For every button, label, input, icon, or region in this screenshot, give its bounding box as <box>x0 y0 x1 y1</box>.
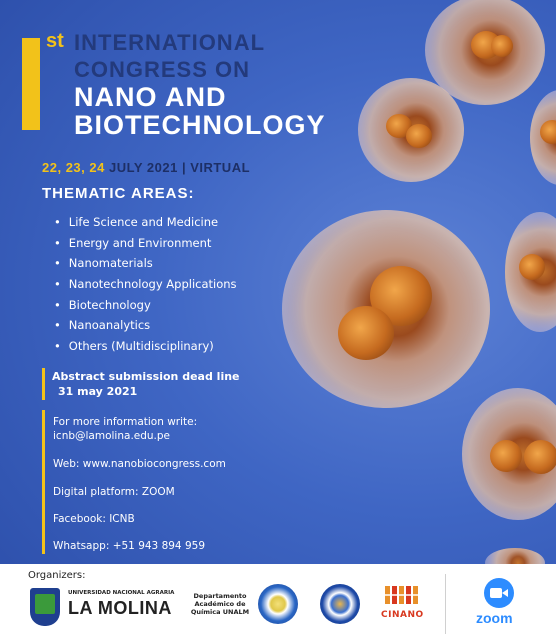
deadline-bar <box>42 368 45 400</box>
info-bar <box>42 410 45 554</box>
thematic-item: • Life Science and Medicine <box>54 212 237 233</box>
thematic-item: • Energy and Environment <box>54 233 237 254</box>
cell-image <box>358 78 464 182</box>
title-line-4: BIOTECHNOLOGY <box>74 110 326 140</box>
cell-image <box>530 90 556 185</box>
title-line-1: INTERNATIONAL <box>74 30 266 55</box>
title-line-3: NANO AND <box>74 82 227 112</box>
info-whatsapp: Whatsapp: +51 943 894 959 <box>53 540 205 552</box>
thematic-item: • Others (Multidisciplinary) <box>54 336 237 357</box>
info-facebook: Facebook: ICNB <box>53 513 135 525</box>
zoom-label: zoom <box>476 610 513 626</box>
thematic-heading: THEMATIC AREAS: <box>42 185 195 202</box>
info-web[interactable]: Web: www.nanobiocongress.com <box>53 458 226 470</box>
deadline-date: 31 may 2021 <box>58 385 138 398</box>
cinano-logo-icon <box>383 584 423 606</box>
thematic-item: • Nanotechnology Applications <box>54 274 237 295</box>
chemistry-seal-icon <box>320 584 360 624</box>
info-email[interactable]: icnb@lamolina.edu.pe <box>53 430 171 442</box>
la-molina-shield-icon <box>30 588 60 626</box>
department-label: Departamento Académico de Química UNALM <box>190 592 250 616</box>
uunalm-seal-icon <box>258 584 298 624</box>
event-dates <box>42 160 250 175</box>
thematic-item: • Nanomaterials <box>54 253 237 274</box>
organizers-footer <box>0 564 556 640</box>
date-day-1: 22, <box>42 160 62 175</box>
cell-image <box>462 388 556 520</box>
thematic-list <box>54 212 237 357</box>
date-day-2: 23, <box>65 160 86 175</box>
cinano-label: CINANO <box>381 610 424 620</box>
deadline-label: Abstract submission dead line <box>52 370 240 383</box>
info-more-line-1: For more information write: <box>53 416 198 428</box>
zoom-logo-icon <box>484 578 514 608</box>
thematic-item: • Nanoanalytics <box>54 315 237 336</box>
la-molina-university-label: UNIVERSIDAD NACIONAL AGRARIA <box>68 590 175 596</box>
cell-image <box>282 210 490 408</box>
title-line-2: CONGRESS ON <box>74 57 251 82</box>
ordinal-suffix: st <box>46 30 64 52</box>
date-day-3: 24 <box>89 160 105 175</box>
cell-image <box>505 212 556 332</box>
ordinal-number-bar <box>22 38 40 130</box>
date-rest: JULY 2021 | VIRTUAL <box>109 160 251 175</box>
footer-divider <box>445 574 446 634</box>
organizers-label: Organizers: <box>28 570 86 581</box>
thematic-item: • Biotechnology <box>54 295 237 316</box>
info-platform: Digital platform: ZOOM <box>53 486 175 498</box>
la-molina-name: LA MOLINA <box>68 598 172 618</box>
